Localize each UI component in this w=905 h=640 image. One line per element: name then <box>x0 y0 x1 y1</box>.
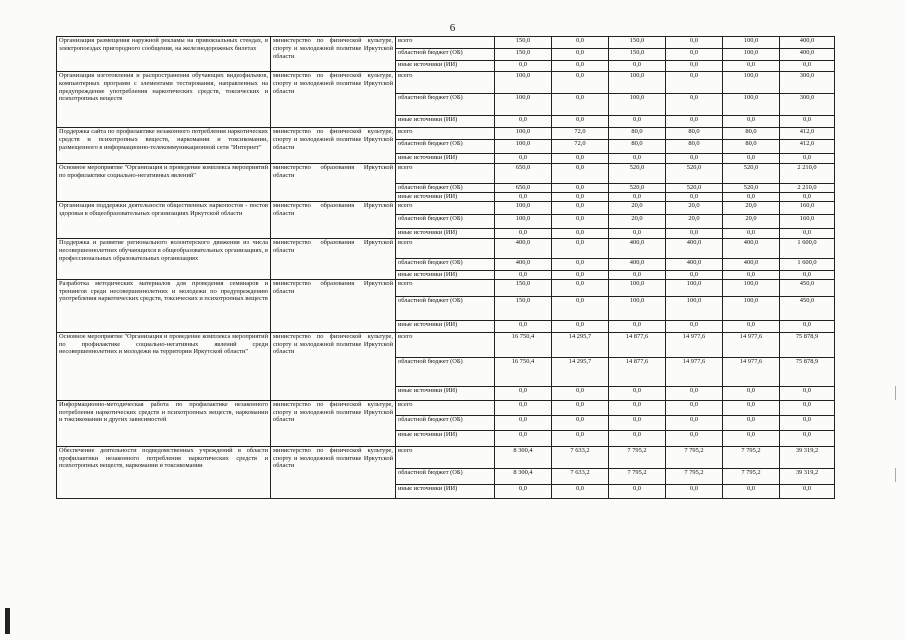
year-value: 0,0 <box>609 271 666 280</box>
funding-source: областной бюджет (ОБ) <box>396 94 495 116</box>
activity-name: Организация поддержки деятельности общественных наркопостов - постов здоровья в общеобразовательных организациях Иркутской области <box>57 202 271 239</box>
year-value: 16 750,4 <box>495 357 552 386</box>
year-value: 8 300,4 <box>495 468 552 484</box>
year-value: 150,0 <box>495 279 552 296</box>
year-value: 0,0 <box>552 386 609 400</box>
year-value: 7 795,2 <box>666 446 723 468</box>
responsible-executor: министерство по физической культуре, спорту и молодежной политике Иркутской области <box>271 128 396 164</box>
total-value: 450,0 <box>780 296 835 320</box>
activity-name: Основное мероприятие "Организация и проведение комплекса мероприятий по профилактике социально-негативных явлений среди несовершеннолетних и молодежи на территории Иркутской области" <box>57 332 271 400</box>
activity-name: Поддержка и развитие регионального волонтерского движения из числа несовершеннолетних обучающихся в общеобразовательных организациях, в профессиональных образовательных организациях <box>57 239 271 280</box>
year-value: 0,0 <box>723 400 780 415</box>
table-row <box>57 446 835 468</box>
funding-source: иные источники (ИИ) <box>396 484 495 498</box>
year-value: 0,0 <box>609 484 666 498</box>
year-value: 400,0 <box>666 239 723 259</box>
year-value: 400,0 <box>723 239 780 259</box>
year-value: 0,0 <box>609 116 666 128</box>
responsible-executor: министерство образования Иркутской области <box>271 279 396 332</box>
year-value: 150,0 <box>609 37 666 49</box>
total-value: 300,0 <box>780 94 835 116</box>
table-row <box>57 164 835 184</box>
year-value: 0,0 <box>552 94 609 116</box>
responsible-executor: министерство по физической культуре, спорту и молодежной политике Иркутской области <box>271 72 396 128</box>
funding-source: всего <box>396 128 495 140</box>
page-number: 6 <box>449 22 456 34</box>
year-value: 0,0 <box>552 271 609 280</box>
funding-source: всего <box>396 202 495 215</box>
funding-source: иные источники (ИИ) <box>396 229 495 239</box>
year-value: 0,0 <box>666 37 723 49</box>
year-value: 100,0 <box>609 296 666 320</box>
year-value: 100,0 <box>723 296 780 320</box>
funding-source: всего <box>396 400 495 415</box>
year-value: 0,0 <box>552 37 609 49</box>
total-value: 160,0 <box>780 215 835 229</box>
total-value: 0,0 <box>780 193 835 202</box>
year-value: 100,0 <box>723 49 780 61</box>
year-value: 0,0 <box>495 415 552 430</box>
year-value: 100,0 <box>666 279 723 296</box>
year-value: 0,0 <box>552 154 609 164</box>
year-value: 14 877,6 <box>609 357 666 386</box>
year-value: 0,0 <box>723 271 780 280</box>
year-value: 100,0 <box>495 202 552 215</box>
year-value: 0,0 <box>552 49 609 61</box>
funding-source: иные источники (ИИ) <box>396 116 495 128</box>
year-value: 0,0 <box>723 116 780 128</box>
table-row <box>57 279 835 296</box>
year-value: 0,0 <box>552 400 609 415</box>
year-value: 0,0 <box>495 320 552 332</box>
year-value: 0,0 <box>723 484 780 498</box>
year-value: 14 295,7 <box>552 332 609 357</box>
responsible-executor: министерство образования Иркутской области <box>271 202 396 239</box>
year-value: 0,0 <box>723 61 780 72</box>
table-row <box>57 239 835 259</box>
year-value: 0,0 <box>666 386 723 400</box>
year-value: 0,0 <box>552 415 609 430</box>
funding-source: областной бюджет (ОБ) <box>396 184 495 193</box>
responsible-executor: министерство образования Иркутской области <box>271 239 396 280</box>
year-value: 0,0 <box>552 193 609 202</box>
year-value: 16 750,4 <box>495 332 552 357</box>
binding-mark <box>5 608 10 634</box>
year-value: 0,0 <box>495 61 552 72</box>
year-value: 7 795,2 <box>723 446 780 468</box>
year-value: 0,0 <box>609 430 666 446</box>
year-value: 0,0 <box>495 154 552 164</box>
total-value: 160,0 <box>780 202 835 215</box>
edge-mark <box>895 386 896 400</box>
year-value: 20,0 <box>609 202 666 215</box>
year-value: 150,0 <box>495 37 552 49</box>
year-value: 80,0 <box>609 140 666 154</box>
year-value: 0,0 <box>666 271 723 280</box>
year-value: 150,0 <box>495 296 552 320</box>
funding-source: областной бюджет (ОБ) <box>396 140 495 154</box>
funding-source: всего <box>396 37 495 49</box>
year-value: 7 795,2 <box>609 468 666 484</box>
year-value: 150,0 <box>609 49 666 61</box>
year-value: 7 633,2 <box>552 446 609 468</box>
year-value: 0,0 <box>552 72 609 94</box>
year-value: 520,0 <box>609 184 666 193</box>
year-value: 20,0 <box>609 215 666 229</box>
year-value: 100,0 <box>666 296 723 320</box>
year-value: 0,0 <box>609 415 666 430</box>
year-value: 100,0 <box>495 140 552 154</box>
year-value: 80,0 <box>666 140 723 154</box>
activity-name: Информационно-методическая работа по профилактике незаконного потребления наркотических средств и психотропных веществ, наркомании и токсикомании и других зависимостей <box>57 400 271 446</box>
year-value: 0,0 <box>495 400 552 415</box>
year-value: 7 795,2 <box>723 468 780 484</box>
year-value: 100,0 <box>609 94 666 116</box>
year-value: 100,0 <box>495 72 552 94</box>
responsible-executor: министерство по физической культуре, спорту и молодежной политике Иркутской области <box>271 37 396 72</box>
year-value: 0,0 <box>552 61 609 72</box>
responsible-executor: министерство по физической культуре, спорту и молодежной политике Иркутской области <box>271 400 396 446</box>
total-value: 39 319,2 <box>780 446 835 468</box>
total-value: 39 319,2 <box>780 468 835 484</box>
table-row <box>57 72 835 94</box>
funding-source: всего <box>396 72 495 94</box>
year-value: 0,0 <box>666 49 723 61</box>
responsible-executor: министерство по физической культуре, спорту и молодежной политике Иркутской области <box>271 332 396 400</box>
year-value: 0,0 <box>723 154 780 164</box>
year-value: 0,0 <box>552 430 609 446</box>
funding-source: иные источники (ИИ) <box>396 430 495 446</box>
year-value: 520,0 <box>723 164 780 184</box>
year-value: 150,0 <box>495 49 552 61</box>
year-value: 400,0 <box>609 259 666 271</box>
total-value: 2 210,0 <box>780 184 835 193</box>
year-value: 0,0 <box>552 239 609 259</box>
year-value: 0,0 <box>552 320 609 332</box>
funding-source: областной бюджет (ОБ) <box>396 468 495 484</box>
funding-source: иные источники (ИИ) <box>396 320 495 332</box>
activity-name: Основное мероприятие "Организация и проведение комплекса мероприятий по профилактике социально-негативных явлений" <box>57 164 271 202</box>
year-value: 100,0 <box>723 37 780 49</box>
total-value: 0,0 <box>780 229 835 239</box>
funding-source: областной бюджет (ОБ) <box>396 259 495 271</box>
total-value: 450,0 <box>780 279 835 296</box>
activity-name: Обеспечение деятельности подведомственных учреждений в области профилактики незаконного потребления наркотических средств и психотропных веществ, наркомании и токсикомании <box>57 446 271 498</box>
year-value: 0,0 <box>552 259 609 271</box>
total-value: 2 210,0 <box>780 164 835 184</box>
total-value: 400,0 <box>780 37 835 49</box>
year-value: 0,0 <box>495 386 552 400</box>
total-value: 1 600,0 <box>780 259 835 271</box>
table-row <box>57 332 835 357</box>
year-value: 400,0 <box>495 239 552 259</box>
funding-source: иные источники (ИИ) <box>396 386 495 400</box>
year-value: 14 295,7 <box>552 357 609 386</box>
total-value: 0,0 <box>780 386 835 400</box>
year-value: 400,0 <box>609 239 666 259</box>
year-value: 0,0 <box>666 229 723 239</box>
year-value: 14 977,6 <box>723 332 780 357</box>
table-body <box>57 37 835 499</box>
year-value: 100,0 <box>723 72 780 94</box>
year-value: 0,0 <box>666 400 723 415</box>
total-value: 0,0 <box>780 430 835 446</box>
year-value: 0,0 <box>495 484 552 498</box>
year-value: 0,0 <box>552 116 609 128</box>
year-value: 0,0 <box>609 400 666 415</box>
year-value: 0,0 <box>666 72 723 94</box>
table-row <box>57 37 835 49</box>
total-value: 300,0 <box>780 72 835 94</box>
total-value: 0,0 <box>780 484 835 498</box>
year-value: 20,0 <box>666 215 723 229</box>
year-value: 80,0 <box>723 128 780 140</box>
funding-source: иные источники (ИИ) <box>396 193 495 202</box>
year-value: 0,0 <box>609 154 666 164</box>
total-value: 0,0 <box>780 400 835 415</box>
total-value: 0,0 <box>780 320 835 332</box>
year-value: 0,0 <box>495 116 552 128</box>
year-value: 0,0 <box>666 484 723 498</box>
total-value: 0,0 <box>780 271 835 280</box>
funding-source: всего <box>396 446 495 468</box>
year-value: 520,0 <box>609 164 666 184</box>
year-value: 0,0 <box>552 279 609 296</box>
year-value: 14 877,6 <box>609 332 666 357</box>
year-value: 20,0 <box>723 202 780 215</box>
total-value: 412,0 <box>780 140 835 154</box>
funding-source: областной бюджет (ОБ) <box>396 215 495 229</box>
year-value: 0,0 <box>552 215 609 229</box>
funding-source: всего <box>396 279 495 296</box>
year-value: 0,0 <box>495 430 552 446</box>
year-value: 520,0 <box>666 184 723 193</box>
year-value: 0,0 <box>609 320 666 332</box>
year-value: 7 795,2 <box>666 468 723 484</box>
year-value: 72,0 <box>552 140 609 154</box>
year-value: 0,0 <box>552 184 609 193</box>
funding-source: всего <box>396 164 495 184</box>
total-value: 0,0 <box>780 415 835 430</box>
year-value: 80,0 <box>666 128 723 140</box>
total-value: 0,0 <box>780 61 835 72</box>
year-value: 0,0 <box>552 296 609 320</box>
year-value: 7 795,2 <box>609 446 666 468</box>
year-value: 0,0 <box>666 320 723 332</box>
year-value: 0,0 <box>495 193 552 202</box>
year-value: 0,0 <box>552 229 609 239</box>
year-value: 20,0 <box>723 215 780 229</box>
funding-source: областной бюджет (ОБ) <box>396 357 495 386</box>
responsible-executor: министерство по физической культуре, спорту и молодежной политике Иркутской области <box>271 446 396 498</box>
year-value: 0,0 <box>666 430 723 446</box>
funding-source: областной бюджет (ОБ) <box>396 415 495 430</box>
year-value: 0,0 <box>666 154 723 164</box>
year-value: 100,0 <box>723 279 780 296</box>
year-value: 100,0 <box>723 94 780 116</box>
year-value: 0,0 <box>495 229 552 239</box>
year-value: 520,0 <box>723 184 780 193</box>
total-value: 400,0 <box>780 49 835 61</box>
year-value: 650,0 <box>495 164 552 184</box>
year-value: 0,0 <box>666 94 723 116</box>
activity-name: Организация размещения наружной рекламы на привокзальных стендах, в электропоездах пригородного сообщения, на железнодорожных билетах <box>57 37 271 72</box>
year-value: 0,0 <box>609 193 666 202</box>
year-value: 650,0 <box>495 184 552 193</box>
year-value: 100,0 <box>495 128 552 140</box>
funding-source: всего <box>396 239 495 259</box>
year-value: 20,0 <box>666 202 723 215</box>
year-value: 400,0 <box>723 259 780 271</box>
funding-source: областной бюджет (ОБ) <box>396 296 495 320</box>
funding-source: иные источники (ИИ) <box>396 154 495 164</box>
total-value: 1 600,0 <box>780 239 835 259</box>
year-value: 14 977,6 <box>723 357 780 386</box>
year-value: 0,0 <box>723 430 780 446</box>
year-value: 0,0 <box>723 193 780 202</box>
total-value: 75 878,9 <box>780 332 835 357</box>
year-value: 80,0 <box>723 140 780 154</box>
activity-name: Разработка методических материалов для проведения семинаров и тренингов среди несовершеннолетних и молодежи по предупреждению употребления наркотических средств, токсических и психотропных веществ <box>57 279 271 332</box>
funding-source: иные источники (ИИ) <box>396 271 495 280</box>
year-value: 14 977,6 <box>666 357 723 386</box>
total-value: 75 878,9 <box>780 357 835 386</box>
year-value: 0,0 <box>666 415 723 430</box>
table-row <box>57 128 835 140</box>
table-row <box>57 202 835 215</box>
year-value: 7 633,2 <box>552 468 609 484</box>
table-row <box>57 400 835 415</box>
year-value: 400,0 <box>666 259 723 271</box>
year-value: 0,0 <box>609 61 666 72</box>
funding-source: областной бюджет (ОБ) <box>396 49 495 61</box>
year-value: 8 300,4 <box>495 446 552 468</box>
total-value: 0,0 <box>780 154 835 164</box>
edge-mark <box>895 468 896 482</box>
year-value: 72,0 <box>552 128 609 140</box>
year-value: 0,0 <box>609 229 666 239</box>
total-value: 412,0 <box>780 128 835 140</box>
responsible-executor: министерство образования Иркутской области <box>271 164 396 202</box>
year-value: 400,0 <box>495 259 552 271</box>
year-value: 0,0 <box>609 386 666 400</box>
year-value: 0,0 <box>723 320 780 332</box>
year-value: 0,0 <box>666 61 723 72</box>
year-value: 0,0 <box>552 484 609 498</box>
year-value: 14 977,6 <box>666 332 723 357</box>
year-value: 0,0 <box>552 202 609 215</box>
year-value: 0,0 <box>723 229 780 239</box>
year-value: 100,0 <box>495 215 552 229</box>
budget-table <box>56 36 835 499</box>
year-value: 520,0 <box>666 164 723 184</box>
funding-source: иные источники (ИИ) <box>396 61 495 72</box>
year-value: 0,0 <box>723 386 780 400</box>
year-value: 100,0 <box>495 94 552 116</box>
total-value: 0,0 <box>780 116 835 128</box>
activity-name: Организация изготовления и распространения обучающих видеофильмов, компьютерных программ с элементами тестирования, направленных на предупреждение употребления наркотических средств, токсических и психотропных веществ <box>57 72 271 128</box>
year-value: 0,0 <box>552 164 609 184</box>
year-value: 0,0 <box>723 415 780 430</box>
year-value: 80,0 <box>609 128 666 140</box>
year-value: 100,0 <box>609 72 666 94</box>
year-value: 100,0 <box>609 279 666 296</box>
year-value: 0,0 <box>666 193 723 202</box>
activity-name: Поддержка сайта по профилактике незаконного потребления наркотических средств и психотропных веществ, наркомании и токсикомании, размещенного в информационно-телекоммуникационной сети "Интернет" <box>57 128 271 164</box>
year-value: 0,0 <box>495 271 552 280</box>
funding-source: всего <box>396 332 495 357</box>
year-value: 0,0 <box>666 116 723 128</box>
